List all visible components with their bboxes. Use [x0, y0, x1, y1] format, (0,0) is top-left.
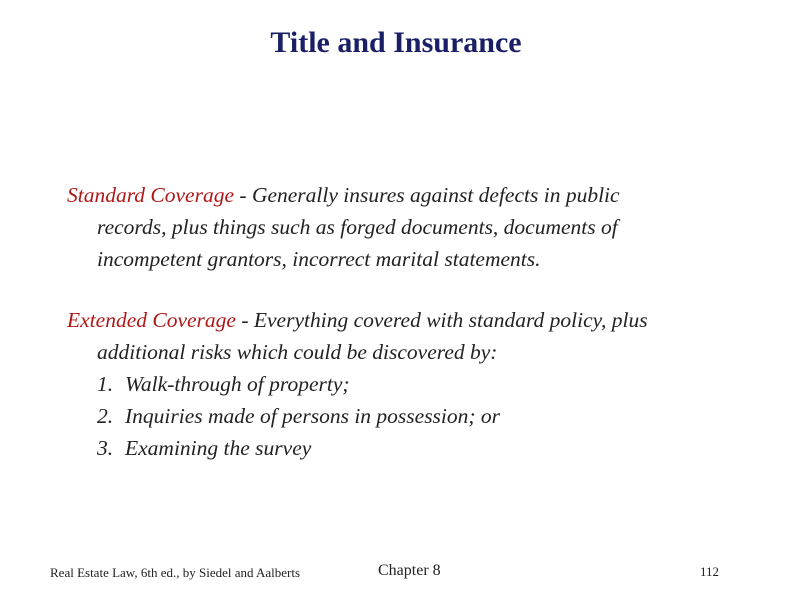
extended-coverage-text-1: Everything covered with standard policy, plus [253, 308, 648, 332]
footer-source: Real Estate Law, 6th ed., by Siedel and Aalberts [50, 565, 301, 580]
standard-coverage-line-1 [67, 179, 747, 211]
list-item-number: 2. [97, 404, 114, 428]
slide-title: Title and Insurance [270, 26, 522, 59]
list-item-number: 3. [97, 436, 114, 460]
standard-coverage-paragraph [67, 179, 747, 275]
list-item-text: Examining the survey [125, 436, 312, 460]
extended-coverage-line-1 [67, 304, 747, 336]
extended-coverage-paragraph [67, 304, 747, 464]
standard-coverage-term: Standard Coverage [67, 183, 235, 207]
extended-coverage-text-2: additional risks which could be discovered by: [97, 340, 498, 364]
standard-coverage-text-1: Generally insures against defects in public [251, 183, 620, 207]
footer-page-number: 112 [700, 564, 720, 579]
list-item-number: 1. [97, 372, 114, 396]
footer-chapter: Chapter 8 [378, 562, 441, 579]
list-item [67, 368, 747, 400]
list-item-text: Walk-through of property; [125, 372, 350, 396]
standard-coverage-separator: - [234, 183, 252, 207]
standard-coverage-text-2: records, plus things such as forged documents, documents of [97, 215, 618, 239]
extended-coverage-term: Extended Coverage [67, 308, 236, 332]
extended-coverage-separator: - [235, 308, 254, 332]
list-item-text: Inquiries made of persons in possession; or [125, 404, 501, 428]
standard-coverage-text-3: incompetent grantors, incorrect marital statements. [97, 247, 541, 271]
list-item [67, 432, 747, 464]
list-item [67, 400, 747, 432]
